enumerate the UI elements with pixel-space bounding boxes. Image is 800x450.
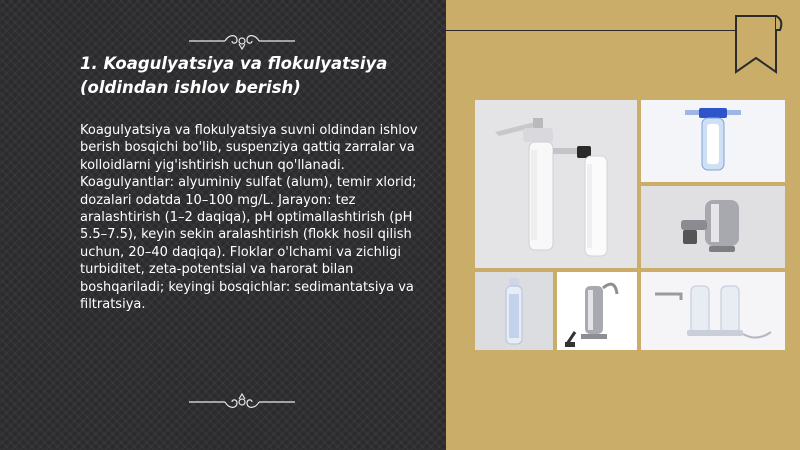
slide-title bbox=[80, 52, 430, 100]
scroll-ornament-icon bbox=[187, 393, 297, 411]
scroll-ornament-icon bbox=[187, 32, 297, 50]
slide-body-text: Koagulyatsiya va flokulyatsiya suvni oldindan ishlov berish bosqichi bo'lib, suspenziya qattiq zarralar va kolloidlarni yig'ishtirish uchun qo'llanadi. Koagulyantlar: alyuminiy sulfat (alum), temir xlorid; dozalari odatda 10–100 mg/L. Jarayon: tez aralashtirish (1–2 daqiqa), pH optimallashtirish (pH 5.5–7.5), keyin sekin aralashtirish (flokk hosil qilish uchun, 20–40 daqiqa). Floklar o'lchami va zichligi turbiditet, zeta-potentsial va harorat bilan boshqariladi; keyingi bosqichlar: sedimantatsiya va filtratsiya. bbox=[80, 123, 418, 313]
title-line-2: (oldindan ishlov berish) bbox=[80, 78, 301, 97]
slim-cartridge-photo bbox=[475, 272, 553, 350]
clear-filter-housing-photo bbox=[641, 100, 785, 182]
faucet-filter-photo bbox=[641, 186, 785, 268]
faucet-mount-filter-photo bbox=[641, 272, 785, 350]
bookmark-ribbon-icon bbox=[730, 12, 786, 90]
countertop-filter-photo bbox=[557, 272, 637, 350]
water-filter-system-photo bbox=[475, 100, 637, 268]
product-image-gallery bbox=[475, 100, 785, 350]
header-divider-line bbox=[446, 30, 766, 31]
title-line-1: 1. Koagulyatsiya va flokulyatsiya bbox=[80, 54, 388, 73]
